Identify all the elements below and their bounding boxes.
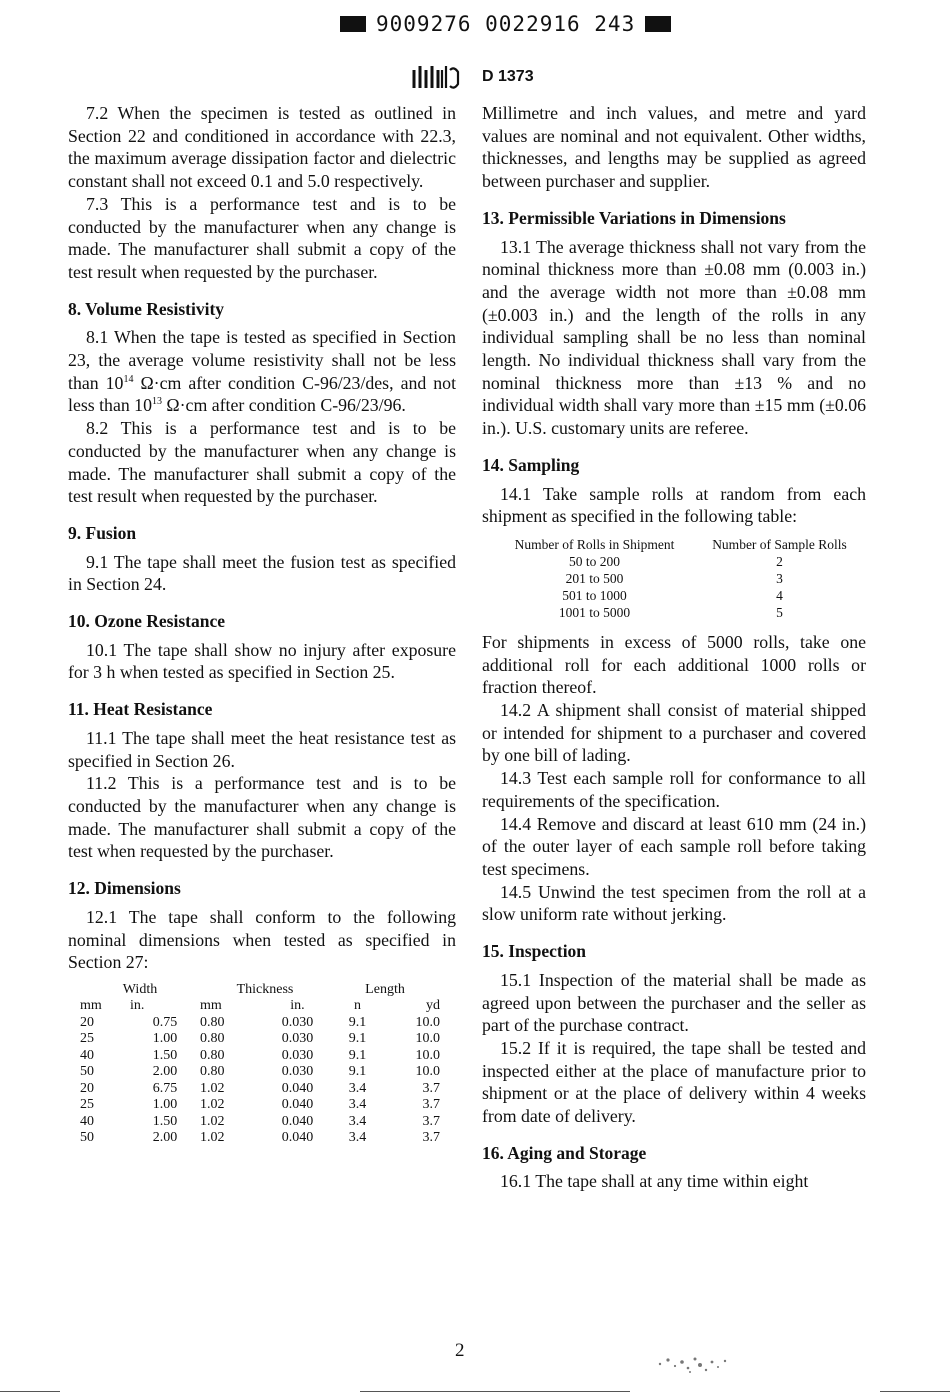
section-12-1: 12.1 The tape shall conform to the following nominal dimensions when tested as specified in Section 27: xyxy=(68,906,456,973)
scan-smudge-icon xyxy=(640,1350,750,1380)
dimensions-table-row xyxy=(80,1064,440,1081)
right-column xyxy=(482,102,866,1193)
exponent-14: 14 xyxy=(123,373,134,385)
dimensions-table-row xyxy=(80,1130,440,1147)
dimensions-table-cell: 10.0 xyxy=(415,1064,440,1080)
page-number: 2 xyxy=(455,1340,465,1361)
section-14-1-continued: For shipments in excess of 5000 rolls, take one additional roll for each additional 1000 rolls or fraction thereof. xyxy=(482,631,866,698)
section-10-1: 10.1 The tape shall show no injury after exposure for 3 h when tested as specified in Section 25. xyxy=(68,639,456,683)
footer-rule-right xyxy=(880,1391,950,1392)
dimensions-table-cell: 0.030 xyxy=(281,1064,314,1080)
dimensions-table-cell: 50 xyxy=(80,1130,94,1146)
dimensions-table-cell: 0.030 xyxy=(281,1031,314,1047)
heading-section-8: 8. Volume Resistivity xyxy=(68,298,225,319)
sampling-table-body xyxy=(492,553,862,621)
sampling-table-row xyxy=(492,553,862,570)
dimensions-table-cell: 40 xyxy=(80,1113,94,1129)
dimensions-sub-header-row xyxy=(80,998,440,1015)
section-14-3: 14.3 Test each sample roll for conformance to all requirements of the specification. xyxy=(482,768,866,811)
dimensions-table-cell: 0.030 xyxy=(281,1014,314,1030)
right-bar-mark xyxy=(645,16,671,32)
standard-number: D 1373 xyxy=(482,68,534,85)
dimensions-table-cell: 9.1 xyxy=(348,1064,367,1080)
dimensions-table-cell: 1.50 xyxy=(152,1047,178,1063)
heading-section-11: 11. Heat Resistance xyxy=(68,699,213,720)
sub-header: in. xyxy=(130,998,145,1014)
dimensions-table-cell: 1.02 xyxy=(200,1130,225,1146)
dimensions-table-cell: 25 xyxy=(80,1031,94,1047)
footer-rule-left xyxy=(0,1391,60,1392)
dimensions-table-cell: 0.80 xyxy=(200,1064,225,1080)
dimensions-table-cell: 40 xyxy=(80,1047,94,1063)
dimensions-table-row xyxy=(80,1015,440,1032)
sampling-table-cell: 201 to 500 xyxy=(565,570,624,586)
dimensions-table-cell: 50 xyxy=(80,1064,94,1080)
dimensions-table-cell: 9.1 xyxy=(348,1031,367,1047)
dimensions-table-cell: 20 xyxy=(80,1014,94,1030)
dimensions-table-cell: 10.0 xyxy=(415,1031,440,1047)
heading-section-16: 16. Aging and Storage xyxy=(482,1142,647,1163)
sampling-header-row xyxy=(492,536,862,553)
header-rolls-in-shipment: Number of Rolls in Shipment xyxy=(514,536,675,552)
dimensions-table-cell: 3.7 xyxy=(422,1113,440,1129)
section-8-2: 8.2 This is a performance test and is to be conducted by the manufacturer when any change is made. The manufacturer shall submit a copy of the test result when requested by the purchaser. xyxy=(68,418,456,507)
sampling-table-cell: 4 xyxy=(776,587,783,603)
section-9-1: 9.1 The tape shall meet the fusion test as specified in Section 24. xyxy=(68,551,456,595)
dimensions-table-cell: 0.040 xyxy=(281,1080,314,1096)
dimensions-table-cell: 3.7 xyxy=(422,1097,440,1113)
dimensions-table-cell: 10.0 xyxy=(415,1014,440,1030)
sub-header: n xyxy=(354,998,361,1014)
heading-section-13: 13. Permissible Variations in Dimensions xyxy=(482,207,786,228)
document-id-line xyxy=(340,10,730,38)
heading-section-9: 9. Fusion xyxy=(68,522,137,543)
dimensions-table-body xyxy=(80,1015,440,1147)
section-14-2: 14.2 A shipment shall consist of material shipped or intended for shipment to a purchaser and covered by one bill of lading. xyxy=(482,700,866,766)
dimensions-table-cell: 2.00 xyxy=(152,1130,178,1146)
dimensions-table-cell: 1.02 xyxy=(200,1113,225,1129)
dimensions-table-cell: 2.00 xyxy=(152,1064,178,1080)
dimensions-table-cell: 6.75 xyxy=(152,1080,178,1096)
section-11-1: 11.1 The tape shall meet the heat resistance test as specified in Section 26. xyxy=(68,727,456,771)
sub-header: in. xyxy=(290,998,305,1014)
footer-rule-center xyxy=(360,1391,630,1392)
sampling-table xyxy=(492,536,862,621)
dimensions-table-cell: 0.040 xyxy=(281,1130,314,1146)
dimensions-table-cell: 9.1 xyxy=(348,1014,367,1030)
dimensions-table-cell: 1.02 xyxy=(200,1080,225,1096)
dimensions-table-cell: 0.030 xyxy=(281,1047,314,1063)
dimensions-table-cell: 0.80 xyxy=(200,1031,225,1047)
dimensions-table-row xyxy=(80,1097,440,1114)
dimensions-table-row xyxy=(80,1031,440,1048)
dimensions-table-row xyxy=(80,1081,440,1098)
group-header-length: Length xyxy=(365,981,405,997)
section-8-1: 8.1 When the tape is tested as specified in Section 23, the average volume resistivity shall not be less than $10^{14}$ Ω·cm after condition C-96/23/des, and not less than $10^{13}$ Ω·cm after condition C-96/23/96. xyxy=(68,327,457,416)
group-header-thickness: Thickness xyxy=(236,981,294,997)
group-header-width: Width xyxy=(122,981,158,997)
dimensions-table-cell: 10.0 xyxy=(415,1047,440,1063)
dimensions-table-cell: 1.00 xyxy=(152,1031,178,1047)
dimensions-table-cell: 0.040 xyxy=(281,1113,314,1129)
dimensions-table-cell: 0.75 xyxy=(152,1014,178,1030)
header-sample-rolls: Number of Sample Rolls xyxy=(712,536,847,552)
section-15-2: 15.2 If it is required, the tape shall be tested and inspected either at the place of manufacture prior to shipment or at the place of delivery within 4 weeks from date of delivery. xyxy=(482,1037,866,1127)
standard-header xyxy=(408,62,534,92)
dimensions-table-cell: 1.50 xyxy=(152,1113,178,1129)
dimensions-table-cell: 3.4 xyxy=(348,1097,367,1113)
dimensions-table-row xyxy=(80,1048,440,1065)
dimensions-table-cell: 0.80 xyxy=(200,1014,225,1030)
sub-header: yd xyxy=(426,998,440,1014)
sampling-table-cell: 1001 to 5000 xyxy=(558,604,631,620)
dimensions-table-cell: 3.4 xyxy=(348,1080,367,1096)
dimensions-table-cell: 9.1 xyxy=(348,1047,367,1063)
section-7-3: 7.3 This is a performance test and is to be conducted by the manufacturer when any change is made. The manufacturer shall submit a copy of the test result when requested by the purchaser. xyxy=(68,193,456,282)
sampling-table-cell: 501 to 1000 xyxy=(562,587,627,603)
sampling-table-cell: 2 xyxy=(776,553,783,569)
dimensions-table-cell: 25 xyxy=(80,1097,94,1113)
section-15-1: 15.1 Inspection of the material shall be made as agreed upon between the purchaser and the seller as part of the purchase contract. xyxy=(482,969,866,1036)
section-14-4: 14.4 Remove and discard at least 610 mm (24 in.) of the outer layer of each sample roll before taking test specimens. xyxy=(482,813,866,879)
dimensions-table-cell: 3.7 xyxy=(422,1130,440,1146)
dimensions-table-cell: 20 xyxy=(80,1080,94,1096)
dimensions-table-row xyxy=(80,1114,440,1131)
section-11-2: 11.2 This is a performance test and is to be conducted by the manufacturer when any change is made. The manufacturer shall submit a copy of the test when requested by the purchaser. xyxy=(68,773,456,862)
dimensions-table-cell: 1.00 xyxy=(152,1097,178,1113)
dimensions-table xyxy=(80,982,440,1147)
dimensions-table-cell: 3.4 xyxy=(348,1113,367,1129)
section-13-1: 13.1 The average thickness shall not vary from the nominal thickness more than ±0.08 mm (0.003 in.) and the average width not more than ±0.08 mm (±0.003 in.) and the length of the rolls in any individual sampling shall be no less than nominal length. No individual thickness shall vary from the nominal thickness more than ±13 % and no individual width shall vary more than ±15 mm (±0.06 in.). U.S. customary units are referee. xyxy=(482,236,866,439)
dimensions-table-cell: 3.7 xyxy=(422,1080,440,1096)
heading-section-10: 10. Ozone Resistance xyxy=(68,611,225,632)
section-12-continued: Millimetre and inch values, and metre and yard values are nominal and not equivalent. Other widths, thicknesses, and lengths may be supplied as agreed between purchaser and supplier. xyxy=(482,103,866,192)
sampling-table-cell: 50 to 200 xyxy=(568,553,620,569)
sub-header: mm xyxy=(200,998,222,1014)
section-14-1: 14.1 Take sample rolls at random from each shipment as specified in the following table: xyxy=(482,483,866,527)
dimensions-table-cell: 0.80 xyxy=(200,1047,225,1063)
heading-section-15: 15. Inspection xyxy=(482,941,587,962)
section-14-5: 14.5 Unwind the test specimen from the roll at a slow uniform rate without jerking. xyxy=(482,881,866,925)
dimensions-table-cell: 1.02 xyxy=(200,1097,225,1113)
section-16-1: 16.1 The tape shall at any time within eight xyxy=(500,1171,809,1192)
document-id: 9009276 0022916 243 xyxy=(376,12,636,36)
dimensions-table-cell: 0.040 xyxy=(281,1097,314,1113)
sampling-table-row xyxy=(492,587,862,604)
left-column xyxy=(68,102,456,1147)
heading-section-14: 14. Sampling xyxy=(482,454,580,475)
sampling-table-row xyxy=(492,604,862,621)
dimensions-group-header-row xyxy=(80,982,440,999)
sub-header: mm xyxy=(80,998,102,1014)
left-bar-mark xyxy=(340,16,366,32)
exponent-13: 13 xyxy=(151,396,162,408)
heading-section-12: 12. Dimensions xyxy=(68,878,181,899)
dimensions-table-cell: 3.4 xyxy=(348,1130,367,1146)
sampling-table-row xyxy=(492,570,862,587)
sampling-table-cell: 3 xyxy=(776,570,783,586)
section-7-2: 7.2 When the specimen is tested as outlined in Section 22 and conditioned in accordance with 22.3, the maximum average dissipation factor and dielectric constant shall not exceed 0.1 and 5.0 respectively. xyxy=(68,103,456,192)
sampling-table-cell: 5 xyxy=(776,604,783,620)
astm-logo-icon xyxy=(408,62,468,92)
